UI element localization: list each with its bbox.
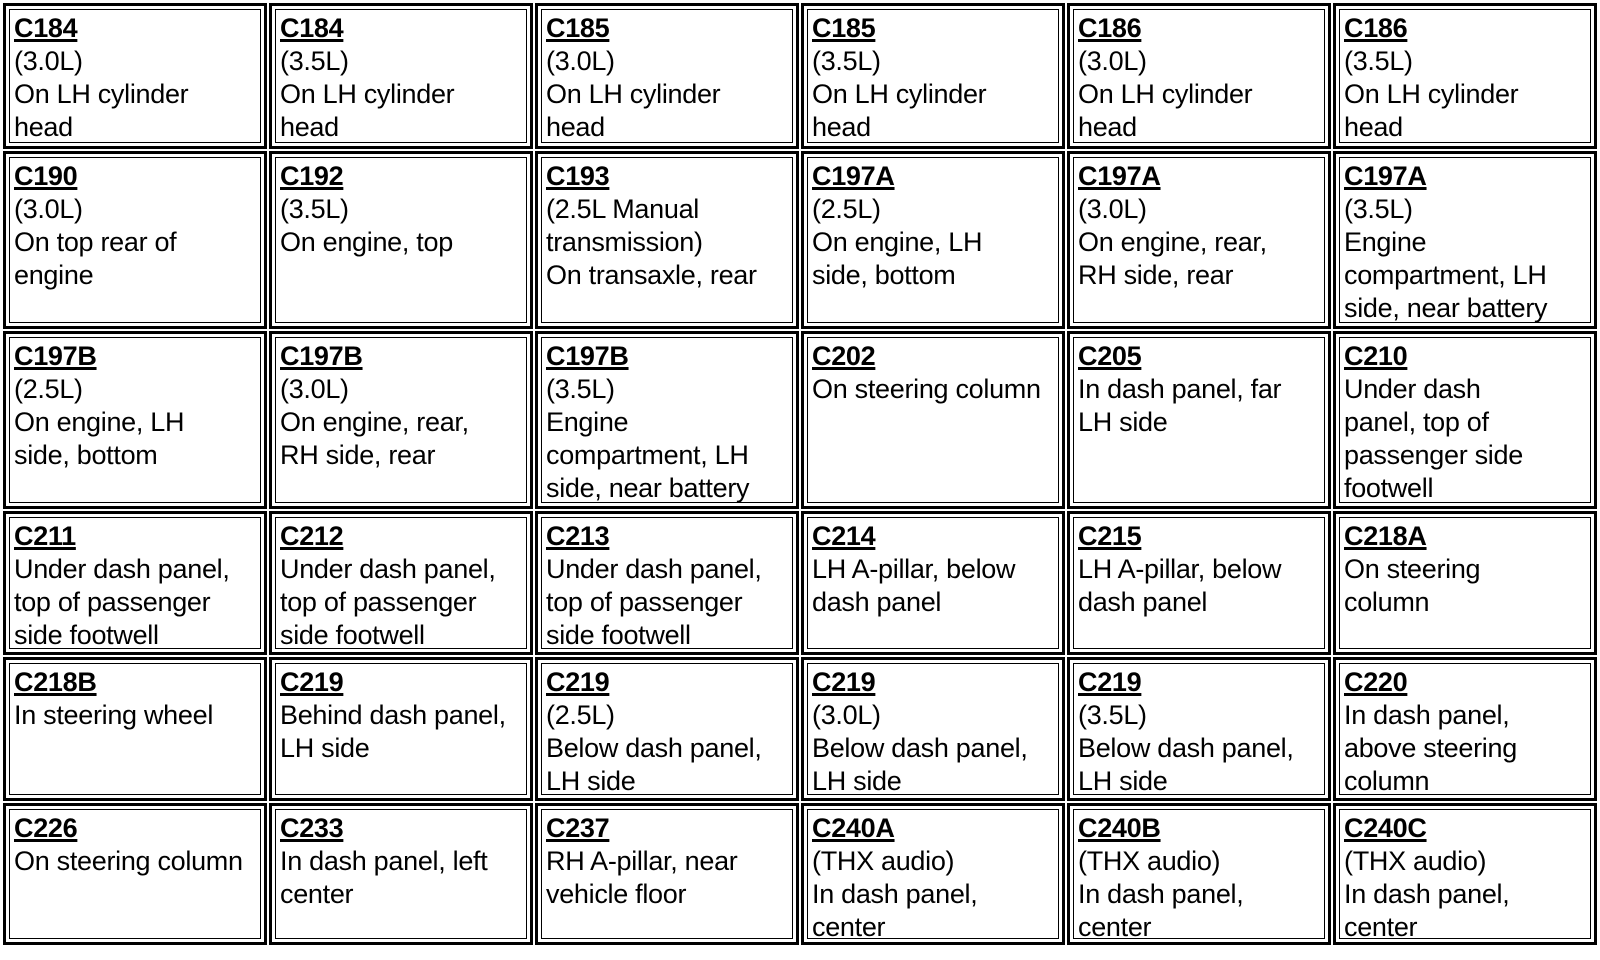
connector-code: C202 [812,341,876,371]
connector-location-line: On LH cylinder [14,79,189,109]
connector-code: C237 [546,813,610,843]
connector-location-line: (3.5L) [1344,46,1413,76]
connector-location-line: (3.5L) [546,374,615,404]
connector-cell [1067,151,1331,329]
connector-code: C186 [1344,13,1408,43]
connector-code: C205 [1078,341,1142,371]
connector-location-line: (3.0L) [1078,46,1147,76]
connector-cell [1333,657,1597,801]
connector-location-line: (THX audio) [1344,846,1487,876]
connector-location-line: Under dash panel, [280,554,496,584]
connector-location-line: (3.5L) [1344,194,1413,224]
connector-location-line: (3.0L) [14,46,83,76]
connector-location-line: top of passenger [14,587,211,617]
connector-cell [535,511,799,655]
connector-cell [1067,803,1331,945]
connector-location-line: On top rear of [14,227,177,257]
connector-location-line: In dash panel, [812,879,978,909]
connector-location-line: In dash panel, far [1078,374,1282,404]
connector-location-line: panel, top of [1344,407,1489,437]
connector-code: C192 [280,161,344,191]
connector-code: C213 [546,521,610,551]
connector-location-line: Engine [1344,227,1427,257]
connector-code: C218B [14,667,97,697]
connector-cell [269,803,533,945]
connector-location-line: (3.0L) [812,700,881,730]
connector-cell [1333,803,1597,945]
connector-location-line: head [546,112,605,142]
connector-location-line: head [280,112,339,142]
connector-location-line: Behind dash panel, [280,700,506,730]
connector-code: C197A [1344,161,1427,191]
connector-cell [535,803,799,945]
connector-code: C220 [1344,667,1408,697]
connector-location-line: On engine, rear, [280,407,469,437]
connector-code: C184 [14,13,78,43]
connector-code: C197B [280,341,363,371]
connector-location-line: LH side [1078,766,1168,796]
connector-location-line: head [812,112,871,142]
connector-cell [3,3,267,149]
connector-location-line: center [1078,912,1152,942]
connector-location-line: (3.0L) [546,46,615,76]
connector-cell [801,803,1065,945]
connector-location-line: RH side, rear [280,440,436,470]
connector-code: C219 [546,667,610,697]
connector-code: C219 [812,667,876,697]
connector-cell [801,511,1065,655]
connector-location-line: (THX audio) [812,846,955,876]
connector-location-line: dash panel [1078,587,1208,617]
connector-location-line: On LH cylinder [280,79,455,109]
connector-code: C211 [14,521,76,551]
connector-cell [801,657,1065,801]
connector-location-line: On engine, LH [14,407,185,437]
connector-cell [3,803,267,945]
connector-location-line: side, bottom [812,260,956,290]
connector-location-line: (3.5L) [1078,700,1147,730]
connector-cell [269,331,533,509]
connector-code: C186 [1078,13,1142,43]
connector-cell [269,3,533,149]
connector-location-line: column [1344,766,1430,796]
connector-code: C210 [1344,341,1408,371]
connector-location-line: top of passenger [546,587,743,617]
connector-cell [1333,511,1597,655]
connector-code: C218A [1344,521,1427,551]
connector-location-line: head [1078,112,1137,142]
connector-location-line: LH side [280,733,370,763]
connector-cell [3,331,267,509]
connector-location-line: On LH cylinder [812,79,987,109]
connector-code: C197B [546,341,629,371]
connector-code: C219 [1078,667,1142,697]
connector-cell [3,657,267,801]
connector-location-line: above steering [1344,733,1517,763]
connector-code: C212 [280,521,344,551]
connector-location-line: Under dash panel, [546,554,762,584]
connector-cell [535,331,799,509]
connector-location-line: column [1344,587,1430,617]
connector-location-line: RH A-pillar, near [546,846,738,876]
connector-cell [1067,511,1331,655]
connector-location-line: (3.5L) [812,46,881,76]
connector-cell [3,151,267,329]
connector-location-line: On transaxle, rear [546,260,757,290]
connector-location-line: (3.5L) [280,46,349,76]
connector-location-line: passenger side [1344,440,1523,470]
connector-code: C219 [280,667,344,697]
connector-location-line: head [1344,112,1403,142]
connector-cell [1067,331,1331,509]
connector-location-line: vehicle floor [546,879,687,909]
connector-location-line: Below dash panel, [546,733,762,763]
connector-code: C233 [280,813,344,843]
connector-location-line: compartment, LH [546,440,749,470]
connector-cell [1067,657,1331,801]
connector-location-line: In dash panel, [1344,879,1510,909]
connector-cell [1333,151,1597,329]
connector-location-line: On steering [1344,554,1481,584]
connector-location-line: LH side [812,766,902,796]
connector-cell [801,3,1065,149]
connector-location-line: (2.5L) [812,194,881,224]
connector-location-line: On engine, top [280,227,453,257]
connector-location-line: LH A-pillar, below [1078,554,1282,584]
connector-cell [269,151,533,329]
connector-location-line: Below dash panel, [812,733,1028,763]
connector-location-line: In dash panel, [1344,700,1510,730]
connector-location-line: (2.5L Manual [546,194,699,224]
connector-location-line: footwell [1344,473,1434,503]
connector-location-line: LH side [546,766,636,796]
connector-code: C197A [1078,161,1161,191]
connector-location-line: center [1344,912,1418,942]
connector-location-line: side, bottom [14,440,158,470]
connector-location-line: LH A-pillar, below [812,554,1016,584]
connector-code: C185 [812,13,876,43]
connector-location-line: On steering column [14,846,243,876]
connector-location-line: In dash panel, left [280,846,488,876]
connector-location-line: Engine [546,407,629,437]
connector-cell [535,151,799,329]
connector-cell [3,511,267,655]
connector-code: C190 [14,161,78,191]
connector-location-line: (2.5L) [14,374,83,404]
connector-location-line: On LH cylinder [1078,79,1253,109]
connector-cell [535,3,799,149]
connector-location-line: transmission) [546,227,703,257]
connector-location-line: center [280,879,354,909]
connector-code: C193 [546,161,610,191]
connector-cell [1333,331,1597,509]
connector-location-line: In dash panel, [1078,879,1244,909]
connector-location-line: In steering wheel [14,700,214,730]
connector-location-line: side footwell [14,620,159,650]
connector-location-line: On engine, rear, [1078,227,1267,257]
connector-location-line: (3.0L) [14,194,83,224]
connector-location-line: On LH cylinder [546,79,721,109]
connector-location-line: On steering column [812,374,1041,404]
connector-location-line: (THX audio) [1078,846,1221,876]
connector-code: C240B [1078,813,1161,843]
connector-location-line: On engine, LH [812,227,983,257]
connector-location-line: LH side [1078,407,1168,437]
connector-location-line: Under dash panel, [14,554,230,584]
connector-location-line: top of passenger [280,587,477,617]
connector-location-line: dash panel [812,587,942,617]
connector-location-line: Under dash [1344,374,1481,404]
connector-location-line: (3.0L) [1078,194,1147,224]
connector-cell [269,657,533,801]
connector-location-line: On LH cylinder [1344,79,1519,109]
connector-location-line: side footwell [546,620,691,650]
connector-code: C197B [14,341,97,371]
connector-cell [801,331,1065,509]
connector-code: C214 [812,521,876,551]
connector-location-line: side footwell [280,620,425,650]
connector-location-line: compartment, LH [1344,260,1547,290]
connector-location-line: RH side, rear [1078,260,1234,290]
connector-location-line: (2.5L) [546,700,615,730]
connector-location-line: Below dash panel, [1078,733,1294,763]
connector-location-line: side, near battery [1344,293,1548,323]
connector-code: C184 [280,13,344,43]
connector-cell [1333,3,1597,149]
connector-code: C215 [1078,521,1142,551]
connector-location-line: head [14,112,73,142]
connector-code: C185 [546,13,610,43]
connector-location-line: (3.5L) [280,194,349,224]
connector-cell [1067,3,1331,149]
connector-cell [535,657,799,801]
connector-code: C240A [812,813,895,843]
connector-location-line: engine [14,260,94,290]
connector-code: C197A [812,161,895,191]
connector-location-line: center [812,912,886,942]
connector-code: C240C [1344,813,1427,843]
connector-location-line: (3.0L) [280,374,349,404]
connector-location-line: side, near battery [546,473,750,503]
connector-cell [801,151,1065,329]
connector-cell [269,511,533,655]
connector-code: C226 [14,813,78,843]
